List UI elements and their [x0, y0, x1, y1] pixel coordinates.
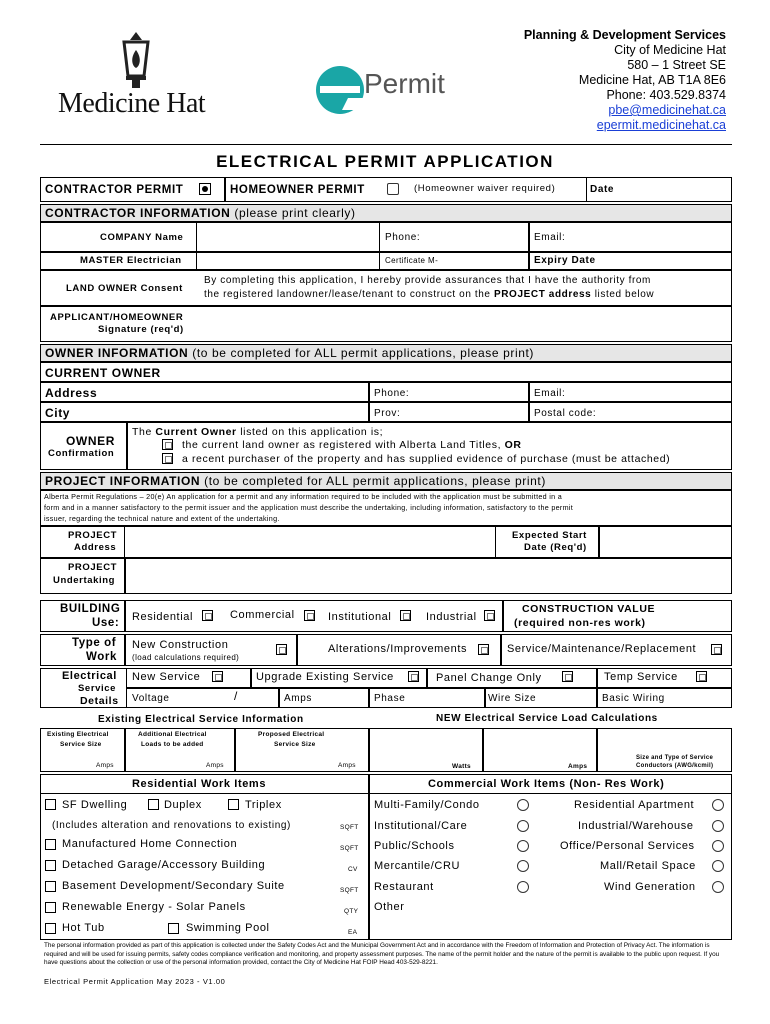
residential-label: Residential: [132, 611, 194, 623]
proposed-size-label-2: Service Size: [274, 741, 316, 748]
new-service-checkbox[interactable]: [212, 671, 223, 682]
divider: [528, 222, 530, 252]
expected-start-req-label: Date (Req'd): [524, 542, 587, 553]
divider: [278, 688, 280, 708]
regulation-line3: issuer, regarding the technical nature and extent of the undertaking.: [44, 514, 280, 523]
voltage-slash: /: [234, 689, 238, 703]
undertaking-row[interactable]: [40, 558, 732, 594]
project-info-note: (to be completed for ALL permit applications, please print): [204, 474, 546, 488]
office-services-label: Office/Personal Services: [560, 840, 695, 852]
institutional-care-label: Institutional/Care: [374, 820, 468, 832]
proposed-size-label-1: Proposed Electrical: [258, 731, 325, 738]
street-address: 580 – 1 Street SE: [627, 58, 726, 72]
basement-sqft-unit: SQFT: [340, 887, 359, 894]
wire-size-label[interactable]: Wire Size: [488, 693, 537, 704]
renewable-energy-label: Renewable Energy - Solar Panels: [62, 901, 246, 913]
service-maintenance-label: Service/Maintenance/Replacement: [507, 643, 697, 655]
triplex-checkbox[interactable]: [228, 799, 239, 810]
owner-info-header: [40, 344, 732, 362]
industrial-warehouse-label: Industrial/Warehouse: [578, 820, 694, 832]
divider: [500, 634, 502, 666]
hot-tub-label: Hot Tub: [62, 922, 105, 934]
multi-family-radio[interactable]: [517, 799, 529, 811]
contractor-info-title: CONTRACTOR INFORMATION: [45, 206, 231, 220]
institutional-care-radio[interactable]: [517, 820, 529, 832]
basement-checkbox[interactable]: [45, 881, 56, 892]
contractor-info-header: [40, 204, 732, 222]
pool-ea-unit: EA: [348, 929, 358, 936]
company-email-label: Email:: [534, 232, 566, 243]
multi-family-label: Multi-Family/Condo: [374, 799, 480, 811]
divider: [426, 668, 428, 688]
project-address-field[interactable]: [124, 526, 496, 558]
work-label: Work: [86, 651, 117, 663]
contractor-permit-radio[interactable]: [199, 183, 211, 195]
phone-number: Phone: 403.529.8374: [606, 88, 726, 102]
form-title: ELECTRICAL PERMIT APPLICATION: [216, 152, 554, 171]
sf-dwelling-checkbox[interactable]: [45, 799, 56, 810]
land-owner-option: [182, 439, 522, 451]
owner-postal-label: Postal code:: [534, 408, 597, 419]
mall-retail-radio[interactable]: [712, 860, 724, 872]
consent-text-line2: [204, 289, 654, 300]
public-schools-label: Public/Schools: [374, 840, 455, 852]
electrical-label: Electrical: [62, 670, 117, 682]
detached-garage-checkbox[interactable]: [45, 860, 56, 871]
divider: [250, 668, 252, 688]
industrial-label: Industrial: [426, 611, 477, 623]
detached-garage-label: Detached Garage/Accessory Building: [62, 859, 266, 871]
consent-text-c: listed below: [591, 289, 655, 300]
lantern-icon: [118, 32, 154, 88]
temp-service-label: Temp Service: [604, 671, 678, 683]
new-amps-unit: Amps: [568, 763, 588, 770]
institutional-label: Institutional: [328, 611, 392, 623]
basic-wiring-label[interactable]: Basic Wiring: [602, 693, 665, 704]
new-construction-label: New Construction: [132, 639, 229, 651]
amps-label[interactable]: Amps: [284, 693, 312, 704]
upgrade-service-checkbox[interactable]: [408, 671, 419, 682]
city-address: Medicine Hat, AB T1A 8E6: [578, 73, 726, 87]
industrial-warehouse-radio[interactable]: [712, 820, 724, 832]
additional-loads-label-1: Additional Electrical: [138, 731, 207, 738]
detached-cv-unit: CV: [348, 866, 358, 873]
project-info-title: PROJECT INFORMATION: [45, 474, 201, 488]
epermit-logo: [312, 62, 462, 122]
consent-text-bold: PROJECT address: [493, 289, 592, 300]
triplex-label: Triplex: [245, 799, 282, 811]
other-label[interactable]: Other: [374, 901, 405, 913]
certificate-label: Certificate M-: [385, 256, 439, 265]
project-label-2: PROJECT: [68, 562, 118, 573]
company-name-field[interactable]: [196, 222, 380, 252]
form-version: Electrical Permit Application May 2023 - V1.00: [44, 977, 226, 986]
new-load-calc-heading: NEW Electrical Service Load Calculations: [436, 713, 658, 724]
wind-generation-radio[interactable]: [712, 881, 724, 893]
manufactured-home-label: Manufactured Home Connection: [62, 838, 238, 850]
service-maintenance-checkbox[interactable]: [711, 644, 722, 655]
signature-label: Signature (req'd): [98, 324, 184, 335]
swimming-pool-checkbox[interactable]: [168, 923, 179, 934]
project-label: PROJECT: [68, 530, 118, 541]
service-label: Service: [78, 683, 117, 694]
alterations-label: Alterations/Improvements: [328, 643, 468, 655]
divider: [598, 526, 600, 558]
owner-statement: [132, 426, 383, 438]
renewable-qty-unit: QTY: [344, 908, 359, 915]
master-electrician-field[interactable]: [196, 252, 380, 270]
owner-statement-bold: Current Owner: [155, 426, 237, 438]
expiry-date-label: Expiry Date: [534, 255, 596, 266]
contractor-permit-label: CONTRACTOR PERMIT: [45, 184, 184, 196]
sf-dwelling-label: SF Dwelling: [62, 799, 128, 811]
duplex-checkbox[interactable]: [148, 799, 159, 810]
applicant-label: APPLICANT/HOMEOWNER: [50, 312, 184, 323]
construction-value-label: CONSTRUCTION VALUE: [522, 603, 656, 615]
wind-generation-label: Wind Generation: [604, 881, 696, 893]
new-service-label: New Service: [132, 671, 201, 683]
conductor-size-label-2: Conductors (AWG/kcmil): [636, 763, 714, 769]
construction-value-note: (required non-res work): [514, 617, 646, 629]
current-owner-label: CURRENT OWNER: [45, 366, 161, 380]
land-owner-option-text: the current land owner as registered with Alberta Land Titles,: [182, 439, 505, 451]
owner-prov-label: Prov:: [374, 408, 401, 419]
mercantile-label: Mercantile/CRU: [374, 860, 461, 872]
divider: [596, 668, 598, 708]
project-address-label: Address: [74, 542, 117, 553]
expected-start-label: Expected Start: [512, 530, 587, 541]
divider: [368, 688, 370, 708]
additional-loads-label-2: Loads to be added: [141, 741, 204, 748]
renewable-energy-checkbox[interactable]: [45, 902, 56, 913]
panel-change-label: Panel Change Only: [436, 672, 542, 684]
existing-amps-unit: Amps: [96, 762, 114, 769]
restaurant-radio[interactable]: [517, 881, 529, 893]
owner-info-title: OWNER INFORMATION: [45, 346, 189, 360]
land-owner-checkbox[interactable]: [162, 439, 173, 450]
existing-size-label-2: Service Size: [60, 741, 102, 748]
commercial-checkbox[interactable]: [304, 610, 315, 621]
contractor-info-note: (please print clearly): [234, 206, 356, 220]
divider: [368, 728, 370, 772]
existing-service-heading: Existing Electrical Service Information: [98, 714, 304, 725]
existing-size-label-1: Existing Electrical: [47, 731, 109, 738]
divider: [482, 728, 484, 772]
phase-label[interactable]: Phase: [374, 693, 406, 704]
divider: [124, 600, 126, 632]
watts-unit: Watts: [452, 763, 471, 770]
manufactured-sqft-unit: SQFT: [340, 845, 359, 852]
purchaser-checkbox[interactable]: [162, 453, 173, 464]
divider: [502, 600, 504, 632]
additional-amps-unit: Amps: [206, 762, 224, 769]
includes-alteration-note: (Includes alteration and renovations to existing): [52, 820, 291, 831]
or-label: OR: [504, 439, 522, 451]
owner-statement-c: listed on this application is;: [236, 426, 384, 438]
temp-service-checkbox[interactable]: [696, 671, 707, 682]
use-label: Use:: [92, 617, 120, 629]
manufactured-home-checkbox[interactable]: [45, 839, 56, 850]
owner-email-label: Email:: [534, 388, 566, 399]
mall-retail-label: Mall/Retail Space: [600, 860, 696, 872]
header-divider: [40, 144, 732, 145]
owner-phone-label: Phone:: [374, 388, 410, 399]
office-services-radio[interactable]: [712, 840, 724, 852]
divider: [124, 634, 126, 666]
divider: [124, 728, 126, 772]
new-construction-checkbox[interactable]: [276, 644, 287, 655]
swimming-pool-label: Swimming Pool: [186, 922, 270, 934]
city-name: City of Medicine Hat: [614, 43, 726, 57]
homeowner-permit-label: HOMEOWNER PERMIT: [230, 184, 365, 196]
owner-city-label: City: [45, 406, 71, 420]
confirmation-label: Confirmation: [48, 448, 115, 459]
conductor-size-label-1: Size and Type of Service: [636, 755, 714, 761]
divider: [296, 634, 298, 666]
regulation-line2: form and in a manner satisfactory to the permit issuer and the application must describe the undertaking, including information, satisfactory to the permit: [44, 503, 574, 512]
org-name: Planning & Development Services: [523, 28, 726, 42]
residential-work-heading: Residential Work Items: [132, 778, 267, 790]
homeowner-permit-radio[interactable]: [387, 183, 399, 195]
homeowner-waiver-note: (Homeowner waiver required): [414, 183, 556, 194]
alterations-checkbox[interactable]: [478, 644, 489, 655]
purchaser-option-text: a recent purchaser of the property and has supplied evidence of purchase (must be attached): [182, 453, 671, 465]
mercantile-radio[interactable]: [517, 860, 529, 872]
company-name-label: COMPANY Name: [100, 232, 184, 243]
company-phone-label: Phone:: [385, 232, 421, 243]
divider: [234, 728, 236, 772]
public-schools-radio[interactable]: [517, 840, 529, 852]
type-of-label: Type of: [72, 637, 117, 649]
divider: [124, 558, 126, 594]
details-label: Details: [80, 695, 119, 707]
divider: [484, 688, 486, 708]
owner-statement-a: The: [132, 426, 156, 438]
consent-text-a: the registered landowner/lease/tenant to construct on the: [204, 289, 494, 300]
date-label: Date: [590, 184, 615, 195]
hot-tub-checkbox[interactable]: [45, 923, 56, 934]
residential-apartment-label: Residential Apartment: [574, 799, 695, 811]
load-calculations-note: (load calculations required): [132, 653, 240, 662]
basement-label: Basement Development/Secondary Suite: [62, 880, 285, 892]
regulation-line1: Alberta Permit Regulations – 20(e) An application for a permit and any information required to be included with the application must be submitted in a: [44, 492, 563, 501]
upgrade-service-label: Upgrade Existing Service: [256, 671, 394, 683]
website-link[interactable]: epermit.medicinehat.ca: [596, 118, 726, 132]
divider: [224, 177, 226, 202]
epermit-e-icon: [312, 62, 368, 118]
industrial-checkbox[interactable]: [484, 610, 495, 621]
owner-info-note: (to be completed for ALL permit applications, please print): [192, 346, 535, 360]
land-owner-consent-label: LAND OWNER Consent: [66, 283, 183, 294]
commercial-label: Commercial: [230, 609, 295, 621]
divider: [368, 774, 370, 940]
residential-checkbox[interactable]: [202, 610, 213, 621]
medicine-hat-logo: [58, 32, 228, 122]
divider: [528, 252, 530, 270]
duplex-label: Duplex: [164, 799, 202, 811]
epermit-wordmark: Permit: [364, 68, 445, 99]
building-label: BUILDING: [60, 603, 121, 615]
residential-apartment-radio[interactable]: [712, 799, 724, 811]
logo-wordmark: Medicine Hat: [58, 88, 206, 119]
sf-dwelling-sqft-unit: SQFT: [340, 824, 359, 831]
restaurant-label: Restaurant: [374, 881, 434, 893]
institutional-checkbox[interactable]: [400, 610, 411, 621]
owner-address-label: Address: [45, 386, 98, 400]
master-electrician-label: MASTER Electrician: [80, 255, 182, 266]
privacy-notice: The personal information provided as part of this application is collected under the Safety Codes Act and the Municipal Government Act and in accordance with the Freedom of Information and Protection of Privacy Act. The information is required and will be used for issuing permits, safety codes compliance verification and monitoring, and property assessment purposes. The name of the permit holder and the nature of the permit is available to the public upon request. If you have questions about the collection or use of the personal information provided, contact the City of Medicine Hat FOIP Head 403-529-8221.: [44, 942, 720, 966]
divider: [126, 422, 128, 470]
owner-label: OWNER: [66, 434, 115, 448]
org-address-block: [470, 28, 726, 133]
consent-text-line1: By completing this application, I hereby provide assurances that I have the authority from: [204, 275, 651, 286]
proposed-amps-unit: Amps: [338, 762, 356, 769]
undertaking-label: Undertaking: [53, 575, 116, 586]
email-link[interactable]: pbe@medicinehat.ca: [608, 103, 726, 117]
panel-change-checkbox[interactable]: [562, 671, 573, 682]
commercial-work-heading: Commercial Work Items (Non- Res Work): [428, 778, 665, 790]
voltage-label[interactable]: Voltage: [132, 693, 170, 704]
divider: [596, 728, 598, 772]
project-info-header: [40, 472, 732, 490]
